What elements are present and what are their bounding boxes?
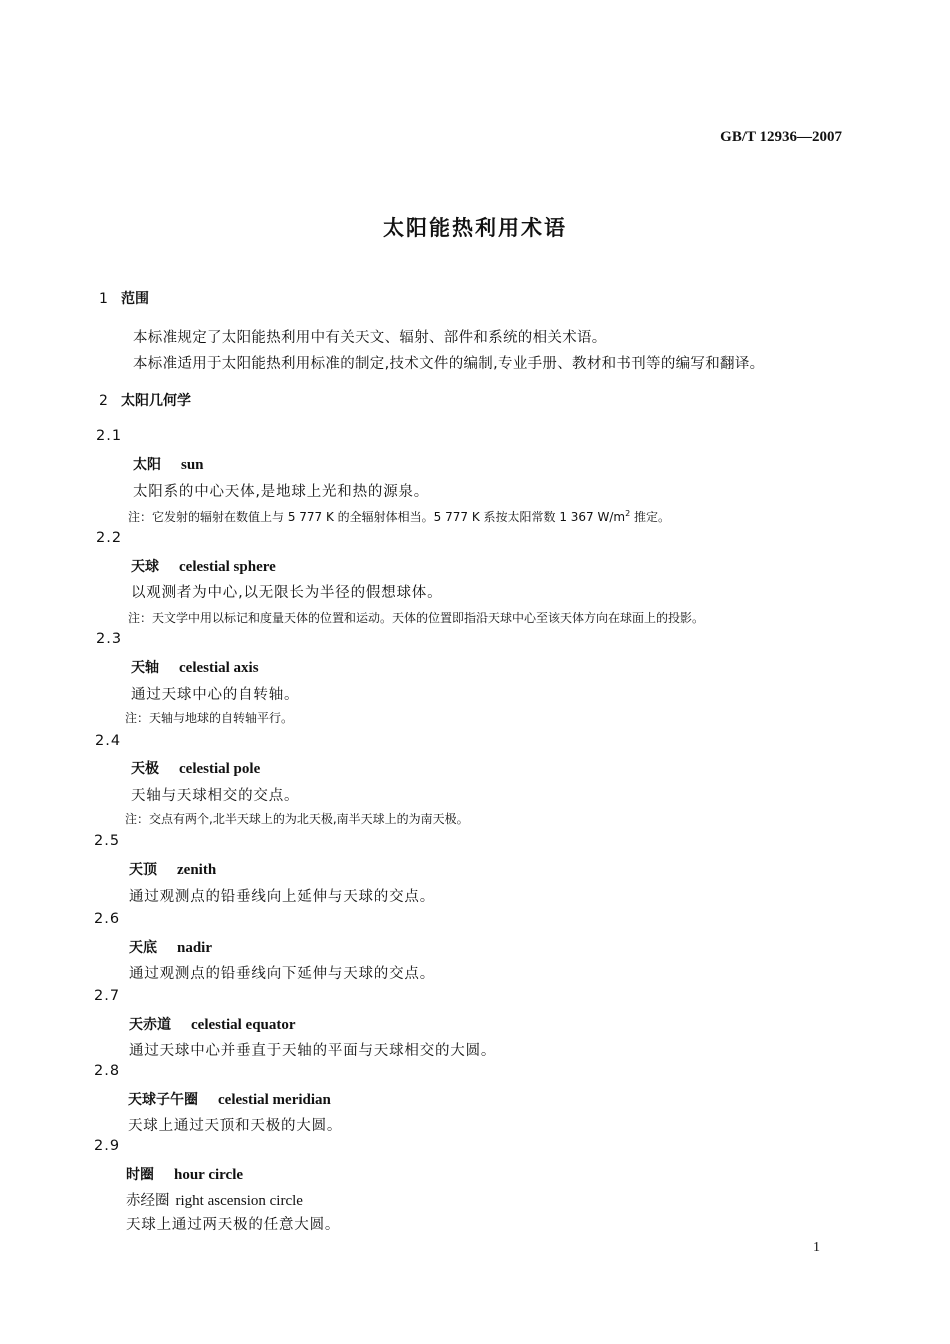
clause-number: 2.9 <box>94 1138 121 1154</box>
term-en: celestial pole <box>179 761 261 777</box>
term-heading <box>133 454 204 474</box>
term-definition: 天轴与天球相交的交点。 <box>131 788 300 804</box>
term-definition: 通过观测点的铅垂线向下延伸与天球的交点。 <box>129 966 435 982</box>
term-en: celestial sphere <box>179 559 276 575</box>
clause-number: 2.2 <box>96 530 123 546</box>
clause-number: 2.5 <box>94 833 121 849</box>
term-heading <box>129 859 216 879</box>
note-superscript: 2 <box>625 509 631 518</box>
section-number: 2 <box>99 393 108 409</box>
term-heading <box>131 657 259 677</box>
document-title: 太阳能热利用术语 <box>383 216 567 240</box>
clause-number: 2.4 <box>95 733 122 749</box>
note-text-end: 推定。 <box>630 510 671 524</box>
term-definition: 以观测者为中心,以无限长为半径的假想球体。 <box>131 585 443 601</box>
term-zh: 天极 <box>131 761 159 777</box>
page-number: 1 <box>813 1240 820 1255</box>
section-title: 太阳几何学 <box>121 393 191 409</box>
term-en: nadir <box>177 940 213 956</box>
section-number: 1 <box>99 291 108 307</box>
term-note <box>128 508 670 525</box>
clause-number: 2.6 <box>94 911 121 927</box>
term-zh: 天轴 <box>131 660 159 676</box>
note-text: 注：它发射的辐射在数值上与 5 777 K 的全辐射体相当。5 777 K 系按太阳常数 1 367 W/m <box>128 510 626 524</box>
term-zh: 时圈 <box>126 1167 154 1183</box>
term-en: zenith <box>177 862 217 878</box>
clause-number: 2.1 <box>96 428 123 444</box>
term-heading <box>131 556 276 576</box>
term-definition: 通过天球中心并垂直于天轴的平面与天球相交的大圆。 <box>129 1043 497 1059</box>
clause-number: 2.7 <box>94 988 121 1004</box>
term-heading <box>126 1164 243 1184</box>
section-heading-solar-geometry <box>99 390 191 410</box>
term-en: hour circle <box>174 1167 244 1183</box>
term-en: celestial equator <box>191 1017 296 1033</box>
term-definition: 通过观测点的铅垂线向上延伸与天球的交点。 <box>129 889 435 905</box>
term-zh: 天球 <box>131 559 159 575</box>
scope-paragraph-1: 本标准规定了太阳能热利用中有关天文、辐射、部件和系统的相关术语。 <box>133 330 607 346</box>
term-note: 注：交点有两个,北半天球上的为北天极,南半天球上的为南天极。 <box>125 812 469 826</box>
scope-paragraph-2: 本标准适用于太阳能热利用标准的制定,技术文件的编制,专业手册、教材和书刊等的编写和翻译。 <box>133 356 765 372</box>
term-zh: 天顶 <box>129 862 157 878</box>
alt-term-zh: 赤经圈 <box>126 1193 170 1209</box>
term-zh: 太阳 <box>133 457 161 473</box>
term-heading <box>129 1014 296 1034</box>
term-alternate <box>126 1189 303 1210</box>
term-zh: 天球子午圈 <box>128 1092 198 1108</box>
term-heading <box>129 937 212 957</box>
term-definition: 天球上通过天顶和天极的大圆。 <box>128 1118 343 1134</box>
section-title: 范围 <box>121 291 149 307</box>
term-note: 注：天轴与地球的自转轴平行。 <box>125 711 294 725</box>
term-note: 注：天文学中用以标记和度量天体的位置和运动。天体的位置即指沿天球中心至该天体方向在球面上的投影。 <box>128 611 705 625</box>
term-zh: 天赤道 <box>129 1017 171 1033</box>
clause-number: 2.8 <box>94 1063 121 1079</box>
term-heading <box>131 758 260 778</box>
term-heading <box>128 1089 331 1109</box>
section-heading-scope <box>99 288 149 308</box>
term-en: celestial meridian <box>218 1092 331 1108</box>
clause-number: 2.3 <box>96 631 123 647</box>
standard-code: GB/T 12936—2007 <box>720 129 842 145</box>
term-definition: 天球上通过两天极的任意大圆。 <box>126 1217 341 1233</box>
term-en: sun <box>181 457 204 473</box>
term-en: celestial axis <box>179 660 259 676</box>
alt-term-en: right ascension circle <box>175 1193 303 1209</box>
term-zh: 天底 <box>129 940 157 956</box>
term-definition: 太阳系的中心天体,是地球上光和热的源泉。 <box>133 484 430 500</box>
term-definition: 通过天球中心的自转轴。 <box>131 687 300 703</box>
